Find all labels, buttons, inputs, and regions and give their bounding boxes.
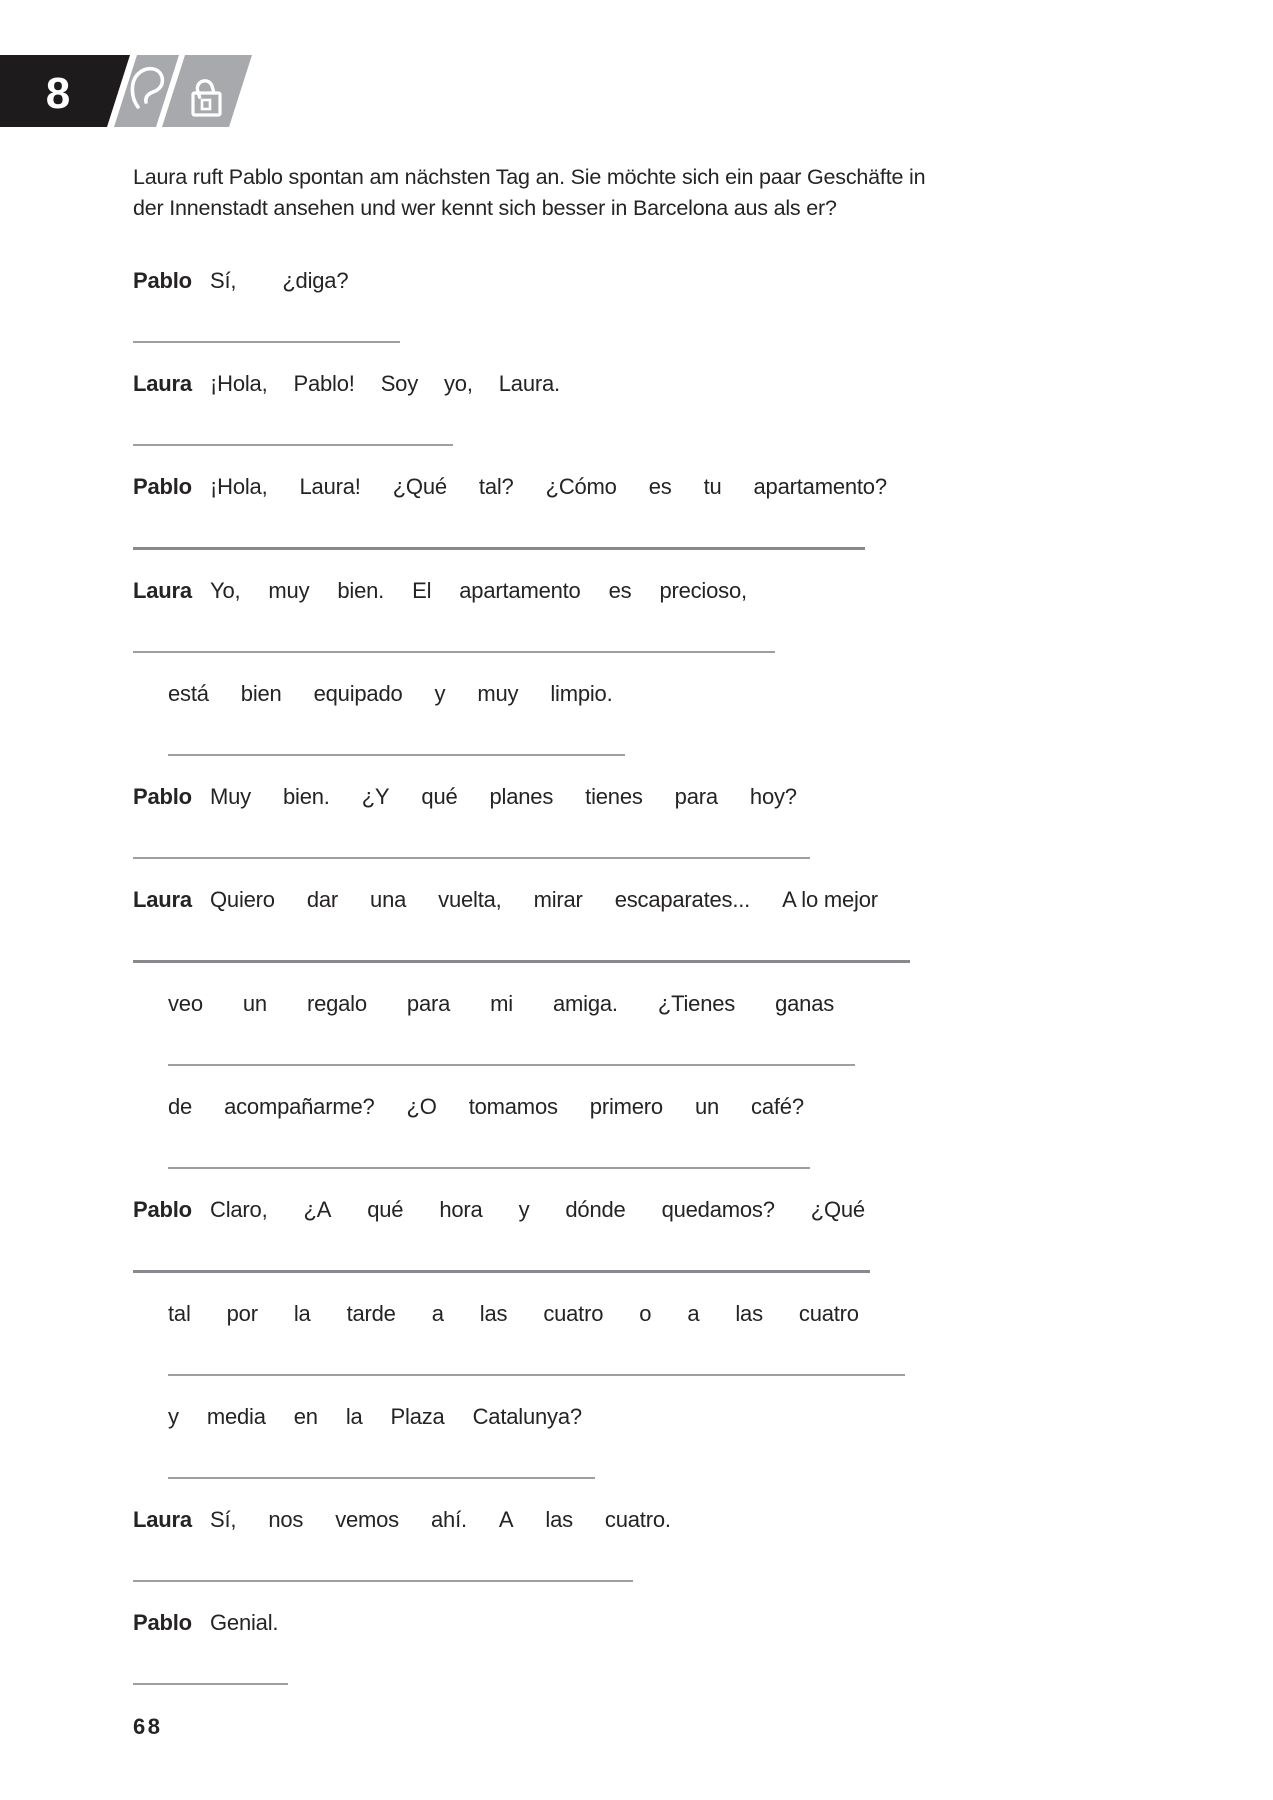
answer-blank-line [168, 1167, 810, 1169]
dialogue-word: primero [589, 1094, 663, 1119]
dialogue-line [168, 682, 1013, 706]
dialogue-word: apartamento [459, 578, 581, 603]
answer-blank-line [133, 547, 865, 550]
dialogue-block [133, 682, 1013, 756]
dialogue-line [168, 992, 1013, 1016]
dialogue-word: precioso, [659, 578, 747, 603]
dialogue-word: en [293, 1404, 318, 1429]
dialogue-line [168, 1405, 1013, 1429]
dialogue-word: y [518, 1197, 530, 1222]
dialogue-word: mirar [533, 887, 583, 912]
dialogue-line [168, 1302, 1013, 1326]
dialogue-word: A lo mejor [782, 887, 878, 912]
dialogue-line [133, 372, 1013, 396]
dialogue-word: cuatro. [604, 1507, 671, 1532]
dialogue-word: está [168, 681, 209, 706]
dialogue-word: ganas [775, 991, 835, 1016]
dialogue-words [210, 269, 348, 293]
speaker-label: Pablo [133, 784, 192, 809]
dialogue-line [133, 1198, 1013, 1222]
dialogue-word: ¿Qué [392, 474, 447, 499]
dialogue-word: ¿Cómo [545, 474, 617, 499]
exercise-instruction [133, 162, 1013, 224]
dialogue-exercise [133, 269, 1013, 1685]
dialogue-word: Sí, [210, 1507, 237, 1532]
dialogue-word: qué [421, 784, 458, 809]
dialogue-block [133, 1508, 1013, 1582]
dialogue-word: un [242, 991, 267, 1016]
dialogue-word: es [608, 578, 632, 603]
dialogue-word: limpio. [550, 681, 613, 706]
dialogue-words [168, 682, 613, 706]
answer-blank-line [168, 754, 625, 756]
dialogue-line [133, 888, 1013, 912]
dialogue-word: ahí. [431, 1507, 467, 1532]
dialogue-words [210, 1611, 278, 1635]
dialogue-word: o [639, 1301, 652, 1326]
dialogue-word: cuatro [798, 1301, 859, 1326]
dialogue-block [133, 888, 1013, 963]
dialogue-word: media [206, 1404, 266, 1429]
dialogue-line [168, 1095, 1013, 1119]
dialogue-block [133, 1405, 1013, 1479]
dialogue-word: para [406, 991, 451, 1016]
dialogue-word: Soy [380, 371, 418, 396]
dialogue-word: regalo [306, 991, 367, 1016]
dialogue-block [133, 1611, 1013, 1685]
dialogue-word: a [431, 1301, 444, 1326]
dialogue-words [210, 475, 887, 499]
dialogue-words [210, 579, 747, 603]
dialogue-block [133, 1302, 1013, 1376]
dialogue-word: ¿Y [361, 784, 390, 809]
dialogue-block [133, 372, 1013, 446]
dialogue-word: ¿Qué [810, 1197, 865, 1222]
dialogue-words [210, 888, 878, 912]
answer-blank-line [133, 341, 400, 343]
dialogue-word: una [370, 887, 407, 912]
dialogue-word: es [648, 474, 672, 499]
dialogue-word: dónde [565, 1197, 626, 1222]
dialogue-word: yo, [444, 371, 473, 396]
dialogue-word: acompañarme? [224, 1094, 375, 1119]
dialogue-word: El [412, 578, 432, 603]
speaker-label: Laura [133, 578, 192, 603]
dialogue-word: Claro, [210, 1197, 268, 1222]
dialogue-word: Muy [210, 784, 251, 809]
dialogue-word: café? [751, 1094, 804, 1119]
dialogue-word: las [545, 1507, 573, 1532]
answer-blank-line [133, 1683, 288, 1685]
dialogue-word: para [674, 784, 718, 809]
dialogue-word: escaparates... [614, 887, 751, 912]
speaker-label: Pablo [133, 474, 192, 499]
answer-blank-line [168, 1064, 855, 1066]
dialogue-word: la [293, 1301, 311, 1326]
dialogue-word: Pablo! [293, 371, 355, 396]
dialogue-block [133, 1198, 1013, 1273]
dialogue-word: veo [168, 991, 203, 1016]
dialogue-word: las [735, 1301, 763, 1326]
dialogue-words [210, 1508, 671, 1532]
dialogue-block [133, 475, 1013, 550]
dialogue-word: ¡Hola, [210, 371, 268, 396]
dialogue-word: y [434, 681, 446, 706]
instruction-line: Laura ruft Pablo spontan am nächsten Tag an. Sie möchte sich ein paar Geschäfte in [133, 165, 926, 189]
dialogue-word: ¿A [303, 1197, 332, 1222]
answer-blank-line [133, 1270, 870, 1273]
dialogue-word: hoy? [749, 784, 797, 809]
dialogue-word: ¿diga? [282, 268, 349, 293]
dialogue-word: Catalunya? [472, 1404, 582, 1429]
dialogue-word: nos [268, 1507, 304, 1532]
page-number: 68 [133, 1714, 163, 1739]
dialogue-word: A [498, 1507, 514, 1532]
dialogue-word: Laura. [498, 371, 560, 396]
dialogue-word: de [168, 1094, 193, 1119]
dialogue-word: apartamento? [753, 474, 887, 499]
dialogue-word: Yo, [210, 578, 241, 603]
dialogue-word: la [345, 1404, 363, 1429]
dialogue-line [133, 475, 1013, 499]
dialogue-word: planes [489, 784, 554, 809]
speaker-label: Pablo [133, 268, 192, 293]
dialogue-word: cuatro [543, 1301, 604, 1326]
dialogue-block [133, 785, 1013, 859]
page-content [133, 0, 1013, 1740]
dialogue-word: tal [168, 1301, 191, 1326]
dialogue-word: Genial. [210, 1610, 279, 1635]
speaker-label: Laura [133, 887, 192, 912]
dialogue-word: vemos [335, 1507, 399, 1532]
dialogue-words [210, 1198, 865, 1222]
dialogue-word: tal? [478, 474, 514, 499]
dialogue-line [133, 1508, 1013, 1532]
answer-blank-line [133, 1580, 633, 1582]
answer-blank-line [133, 857, 810, 859]
answer-blank-line [133, 960, 910, 963]
dialogue-block [133, 269, 1013, 343]
dialogue-line [133, 1611, 1013, 1635]
dialogue-word: qué [367, 1197, 404, 1222]
dialogue-word: muy [268, 578, 310, 603]
dialogue-word: Plaza [390, 1404, 445, 1429]
dialogue-word: ¿Tienes [657, 991, 736, 1016]
dialogue-word: Sí, [210, 268, 237, 293]
dialogue-word: y [168, 1404, 179, 1429]
dialogue-word: tarde [346, 1301, 396, 1326]
dialogue-word: quedamos? [661, 1197, 775, 1222]
dialogue-words [168, 1095, 804, 1119]
speaker-label: Laura [133, 371, 192, 396]
dialogue-word: ¿O [406, 1094, 437, 1119]
unit-number: 8 [45, 69, 71, 118]
dialogue-word: equipado [313, 681, 403, 706]
dialogue-word: Quiero [210, 887, 275, 912]
instruction-line: der Innenstadt ansehen und wer kennt sich besser in Barcelona aus als er? [133, 196, 837, 220]
dialogue-word: tu [703, 474, 722, 499]
dialogue-word: a [687, 1301, 700, 1326]
dialogue-block [133, 579, 1013, 653]
dialogue-word: tienes [585, 784, 643, 809]
answer-blank-line [133, 651, 775, 653]
dialogue-words [210, 785, 797, 809]
dialogue-line [133, 269, 1013, 293]
dialogue-word: bien [240, 681, 282, 706]
speaker-label: Laura [133, 1507, 192, 1532]
dialogue-word: las [479, 1301, 508, 1326]
dialogue-line [133, 785, 1013, 809]
dialogue-word: por [226, 1301, 258, 1326]
speaker-label: Pablo [133, 1610, 192, 1635]
dialogue-word: vuelta, [438, 887, 502, 912]
dialogue-word: hora [439, 1197, 483, 1222]
dialogue-word: ¡Hola, [210, 474, 268, 499]
dialogue-word: dar [306, 887, 339, 912]
dialogue-word: bien. [282, 784, 330, 809]
dialogue-word: Laura! [299, 474, 361, 499]
dialogue-word: tomamos [468, 1094, 558, 1119]
answer-blank-line [133, 444, 453, 446]
dialogue-words [168, 1405, 582, 1429]
dialogue-words [168, 992, 834, 1016]
dialogue-words [168, 1302, 859, 1326]
dialogue-block [133, 1095, 1013, 1169]
dialogue-block [133, 992, 1013, 1066]
speaker-label: Pablo [133, 1197, 192, 1222]
answer-blank-line [168, 1374, 905, 1376]
dialogue-word: un [694, 1094, 720, 1119]
dialogue-word: bien. [337, 578, 385, 603]
dialogue-word: mi [490, 991, 513, 1016]
dialogue-words [210, 372, 560, 396]
dialogue-line [133, 579, 1013, 603]
dialogue-word: muy [477, 681, 519, 706]
answer-blank-line [168, 1477, 595, 1479]
dialogue-word: amiga. [552, 991, 618, 1016]
